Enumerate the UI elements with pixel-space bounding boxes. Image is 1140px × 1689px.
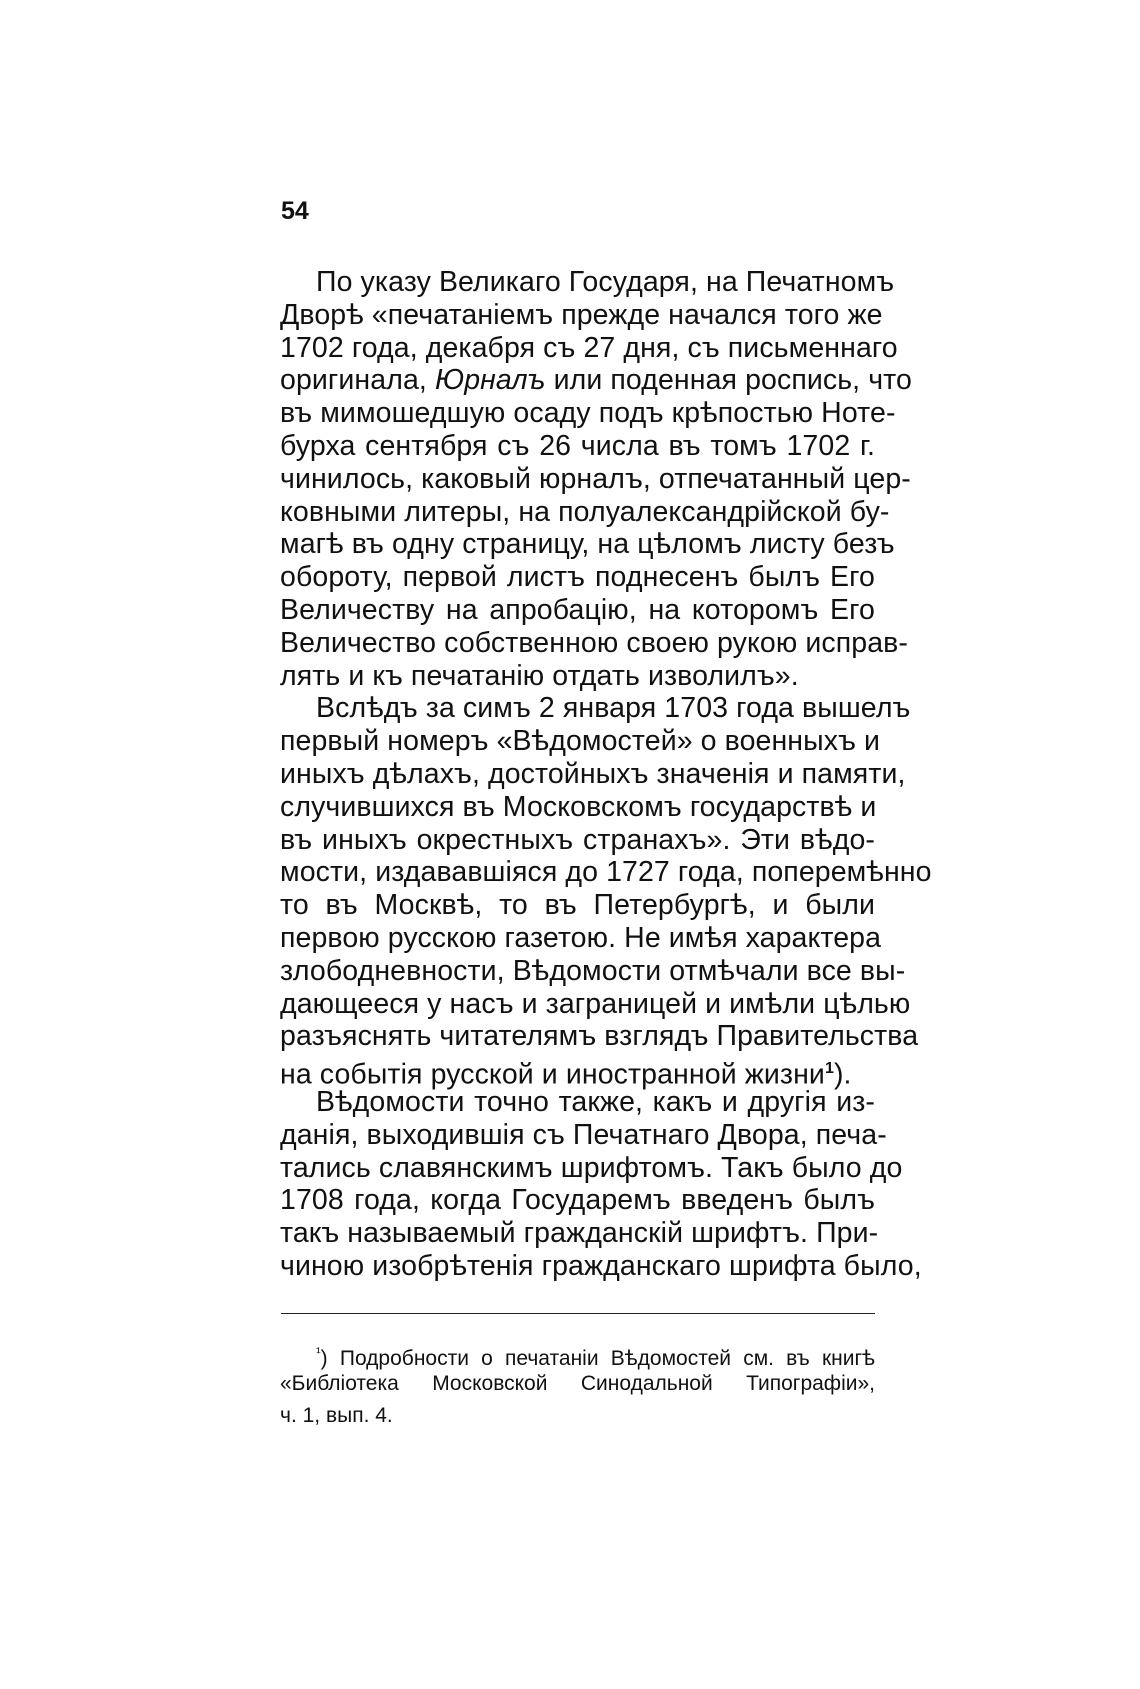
footnote-line-3: ч. 1, вып. 4. bbox=[280, 1404, 393, 1427]
paragraph1-line-9: магѣ въ одну страницу, на цѣломъ листу безъ bbox=[280, 528, 895, 561]
paragraph2-line-6: мости, издававшіяся до 1727 года, поперемѣнно bbox=[280, 856, 932, 889]
paragraph1-line-12: Величество собственною своею рукою исправ- bbox=[280, 626, 908, 659]
paragraph3-line-2: данія, выходившія съ Печатнаго Двора, печа- bbox=[280, 1118, 887, 1151]
paragraph2-line-9: злободневности, Вѣдомости отмѣчали все вы- bbox=[280, 954, 906, 987]
paragraph1-line-8: ковными литеры, на полуалександрійской бу- bbox=[280, 495, 890, 528]
paragraph1-line-1: По указу Великаго Государя, на Печатномъ bbox=[316, 266, 895, 298]
paragraph3-line-3: тались славянскимъ шрифтомъ. Такъ было до bbox=[280, 1151, 903, 1184]
paragraph2-line-7: то въ Москвѣ, то въ Петербургѣ, и были bbox=[280, 889, 875, 922]
paragraph2-line-12 bbox=[280, 1053, 875, 1091]
paragraph2-line-11: разъяснять читателямъ взглядъ Правительства bbox=[280, 1020, 919, 1053]
footnote-line-1-text: ) Подробности о печатаніи Вѣдомостей см. въ книгѣ bbox=[320, 1347, 875, 1370]
paragraph1-line-11: Величеству на апробацію, на которомъ Его bbox=[280, 593, 875, 626]
paragraph1-line-10: обороту, первой листъ поднесенъ былъ Его bbox=[280, 561, 875, 594]
paragraph2-line-4: случившихся въ Московскомъ государствѣ и bbox=[280, 790, 877, 823]
paragraph2-line-5: въ иныхъ окрестныхъ странахъ». Эти вѣдо- bbox=[280, 823, 875, 856]
paragraph3-line-5: такъ называемый гражданскій шрифтъ. При- bbox=[280, 1217, 879, 1250]
footnote-divider bbox=[281, 1313, 875, 1314]
footnote-reference: 1 bbox=[824, 1060, 834, 1078]
paragraph2-line-12-suffix: ). bbox=[833, 1058, 852, 1091]
journal-italic-word: Юрналъ bbox=[434, 364, 546, 397]
paragraph3-line-6: чиною изобрѣтенія гражданскаго шрифта было, bbox=[280, 1249, 922, 1282]
paragraph1-line-4 bbox=[280, 364, 912, 397]
paragraph3-line-1: Вѣдомости точно также, какъ и другія из- bbox=[316, 1085, 875, 1118]
paragraph2-line-3: иныхъ дѣлахъ, достойныхъ значенія и памяти, bbox=[280, 757, 906, 790]
paragraph1-line-7: чинилось, каковый юрналъ, отпечатанный цер- bbox=[280, 462, 911, 495]
paragraph3-line-4: 1708 года, когда Государемъ введенъ былъ bbox=[280, 1184, 875, 1217]
paragraph1-line-4-pre: оригинала, bbox=[280, 364, 435, 397]
main-text bbox=[280, 266, 932, 1283]
paragraph1-line-13: лять и къ печатанію отдать изволилъ». bbox=[280, 659, 799, 692]
paragraph2-line-2: первый номеръ «Вѣдомостей» о военныхъ и bbox=[280, 725, 881, 758]
footnote-marker: ¹ bbox=[316, 1344, 321, 1360]
footnote-line-1 bbox=[280, 1336, 875, 1368]
paragraph1-line-3: 1702 года, декабря съ 27 дня, съ письменнаго bbox=[280, 331, 898, 364]
paragraph1-line-6: бурха сентября съ 26 числа въ томъ 1702 г. bbox=[280, 429, 875, 462]
paragraph2-line-8: первою русскою газетою. Не имѣя характера bbox=[280, 921, 882, 954]
paragraph1-line-4-post: или поденная роспись, что bbox=[545, 364, 912, 397]
footnote-block bbox=[280, 1336, 875, 1432]
paragraph1-line-5: въ мимошедшую осаду подъ крѣпостью Ноте- bbox=[280, 397, 896, 430]
page-number: 54 bbox=[281, 197, 309, 225]
footnote-line-2: «Библіотека Московской Синодальной Типографіи», bbox=[280, 1372, 875, 1395]
paragraph2-line-10: дающееся у насъ и заграницей и имѣли цѣлью bbox=[280, 987, 911, 1020]
paragraph1-line-2: Дворѣ «печатаніемъ прежде начался того же bbox=[280, 298, 883, 331]
paragraph2-line-12-text: на событія русской и иностранной жизни bbox=[280, 1058, 825, 1091]
paragraph2-line-1: Вслѣдъ за симъ 2 января 1703 года вышелъ bbox=[316, 692, 911, 725]
